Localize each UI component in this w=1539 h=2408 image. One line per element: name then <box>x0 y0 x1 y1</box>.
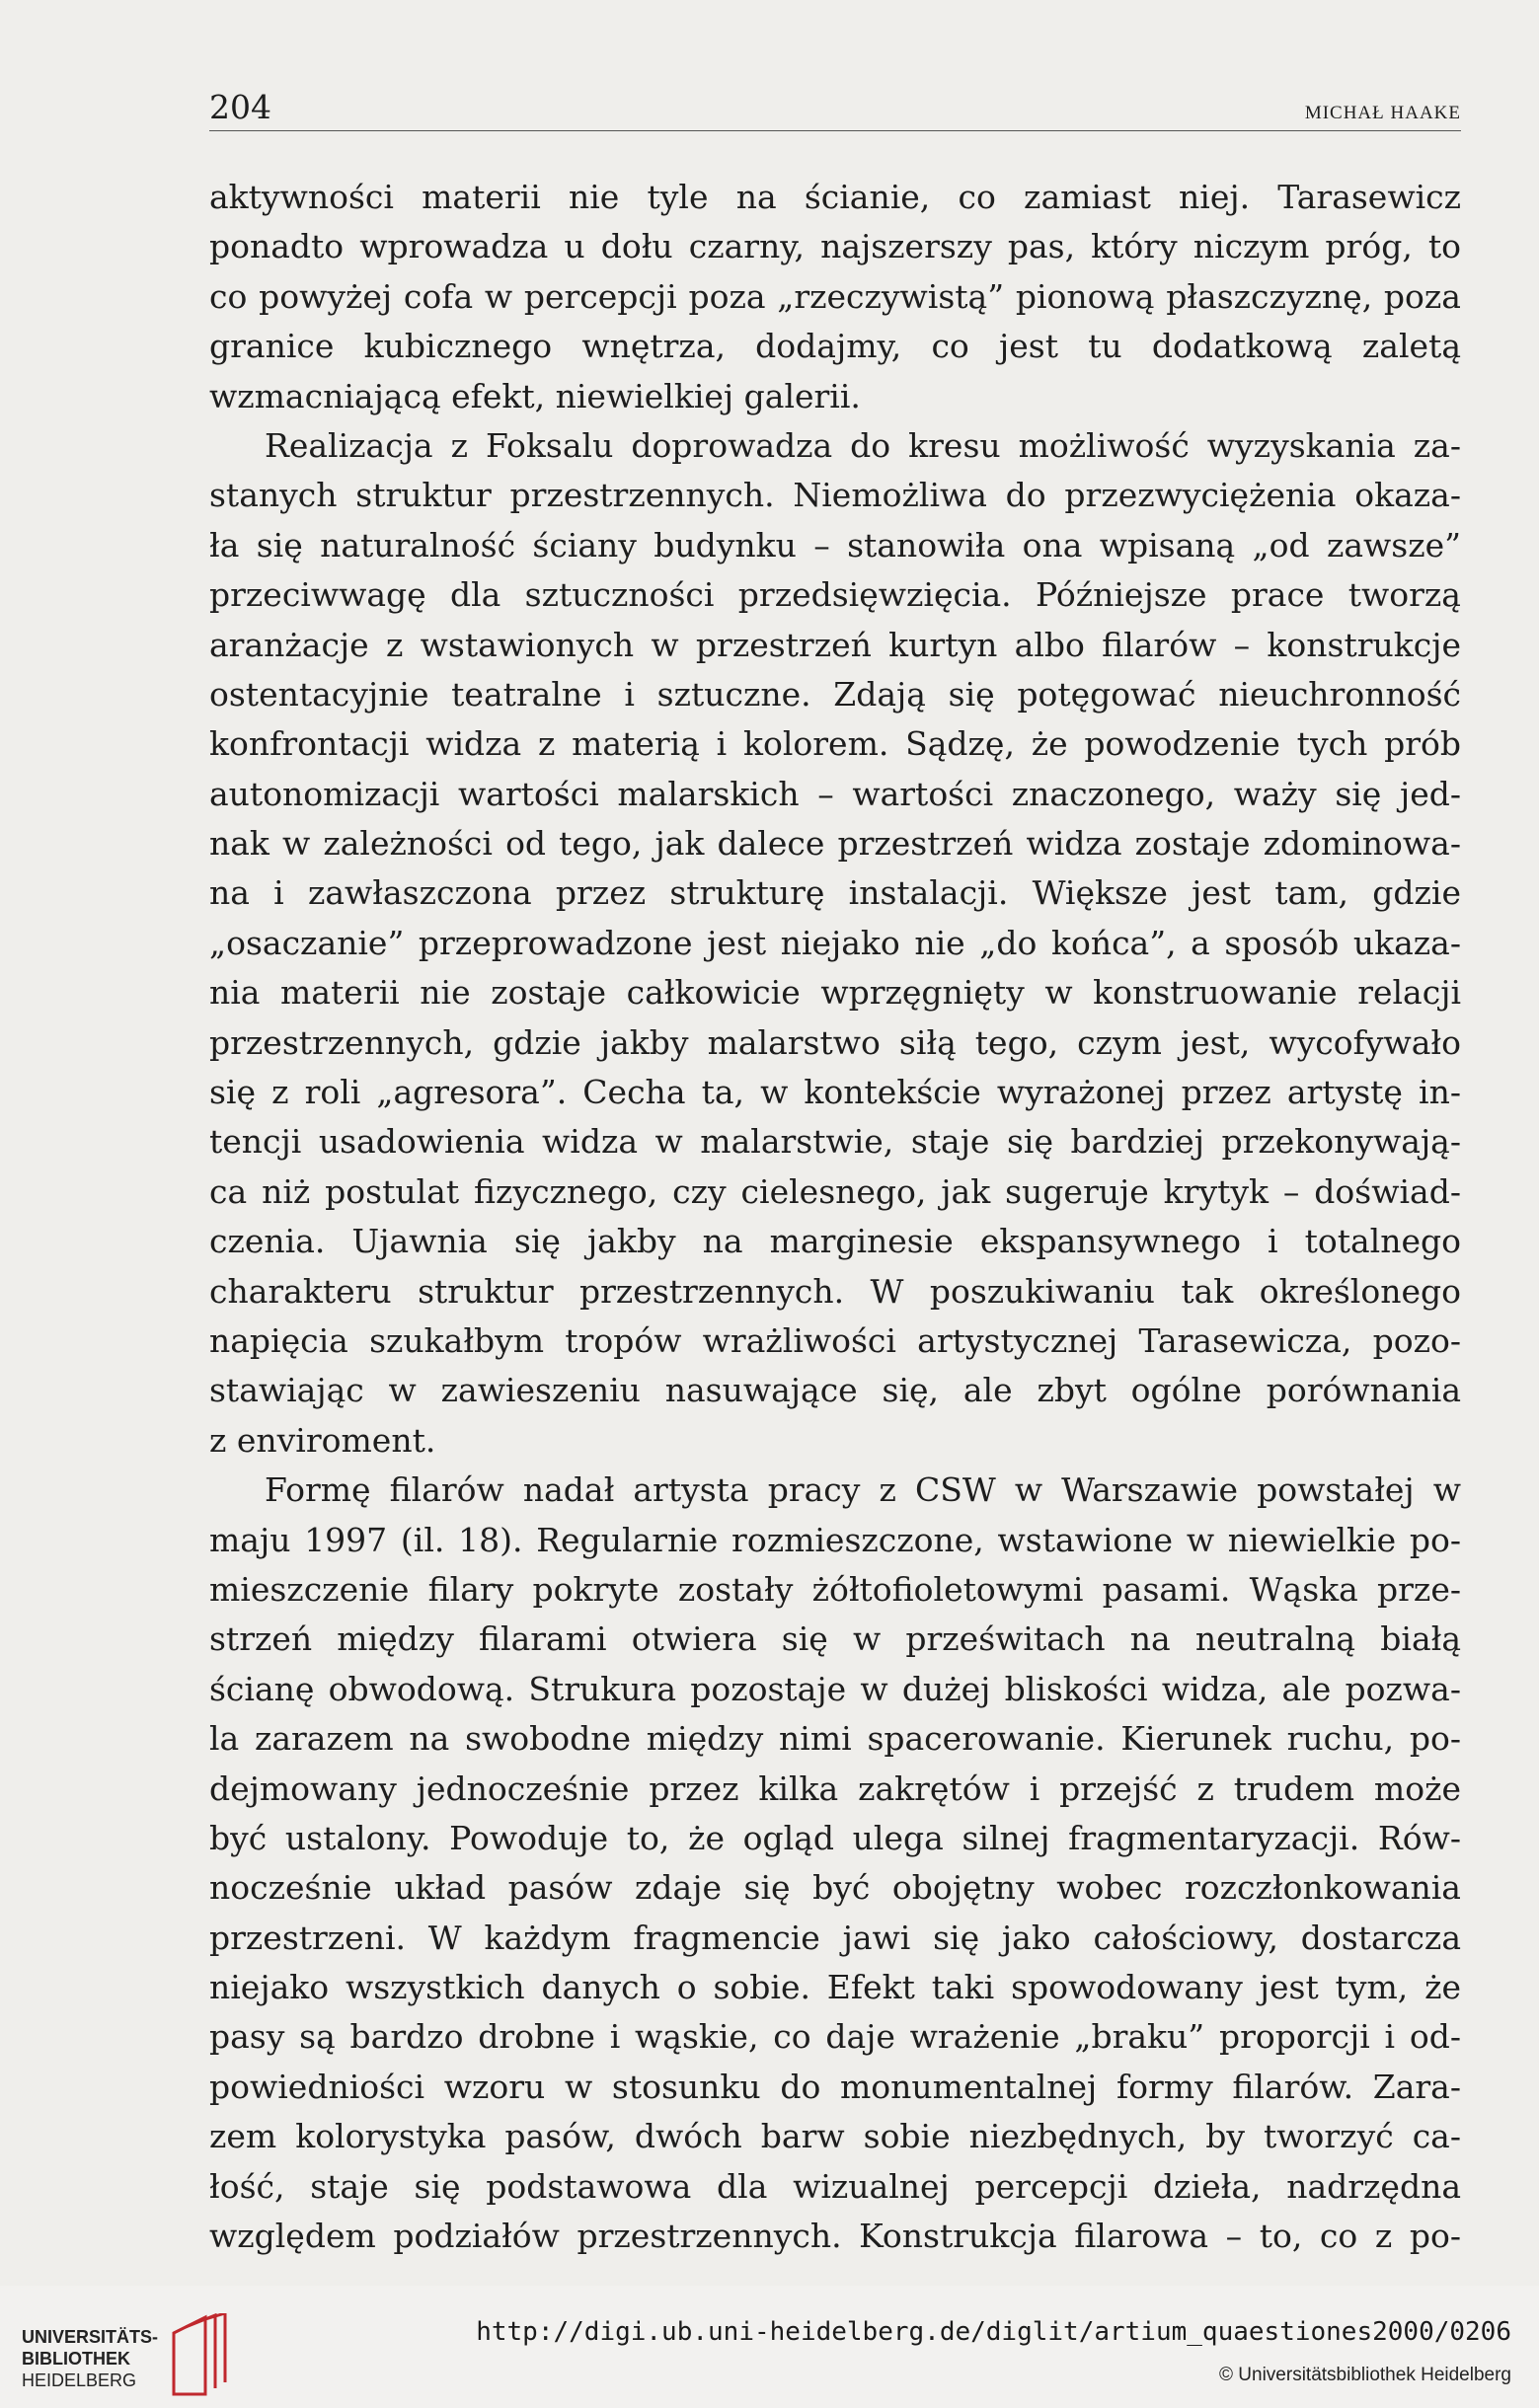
text-line: konfrontacji widza z materią i kolorem. Sądzę, że powodzenie tych prób <box>209 724 1461 764</box>
text-line: autonomizacji wartości malarskich – wartości znaczonego, waży się jed- <box>209 774 1461 813</box>
text-line: ponadto wprowadza u dołu czarny, najszerszy pas, który niczym próg, to <box>209 227 1461 266</box>
text-line: stanych struktur przestrzennych. Niemożliwa do przezwyciężenia okaza- <box>209 476 1461 515</box>
text-line: ła się naturalność ściany budynku – stanowiła ona wpisaną „od zawsze” <box>209 525 1461 564</box>
text-line: przeciwwagę dla sztuczności przedsięwzięcia. Późniejsze prace tworzą <box>209 575 1461 615</box>
text-line: wzmacniającą efekt, niewielkiej galerii. <box>209 376 861 415</box>
text-line: aktywności materii nie tyle na ścianie, co zamiast niej. Tarasewicz <box>209 178 1461 216</box>
text-line: maju 1997 (il. 18). Regularnie rozmieszczone, wstawione w niewielkie po- <box>209 1520 1461 1559</box>
library-name-line1: UNIVERSITÄTS- <box>22 2327 159 2347</box>
text-line: granice kubicznego wnętrza, dodajmy, co jest tu dodatkową zaletą <box>209 327 1461 366</box>
text-line: czenia. Ujawnia się jakby na marginesie ekspansywnego i totalnego <box>209 1222 1461 1261</box>
text-line: ścianę obwodową. Strukura pozostaje w dużej bliskości widza, ale pozwa- <box>209 1669 1461 1708</box>
text-line: la zarazem na swobodne między nimi spacerowanie. Kierunek ruchu, po- <box>209 1719 1461 1759</box>
copyright-notice: © Universitätsbibliothek Heidelberg <box>1219 2365 1511 2385</box>
running-head: MICHAŁ HAAKE <box>1304 103 1461 123</box>
text-line: niejako wszystkich danych o sobie. Efekt taki spowodowany jest tym, że <box>209 1968 1461 2007</box>
text-line: nia materii nie zostaje całkowicie wprzęgnięty w konstruowanie relacji <box>209 973 1461 1013</box>
library-name-line2: BIBLIOTHEK <box>22 2349 130 2369</box>
text-line: aranżacje z wstawionych w przestrzeń kurtyn albo filarów – konstrukcje <box>209 625 1461 664</box>
paragraph-start-line: Realizacja z Foksalu doprowadza do kresu możliwość wyzyskania za- <box>265 425 1461 465</box>
text-line: powiedniości wzoru w stosunku do monumentalnej formy filarów. Zara- <box>209 2067 1461 2106</box>
text-line: ostentacyjnie teatralne i sztuczne. Zdają się potęgować nieuchronność <box>209 674 1461 714</box>
text-line: z enviroment. <box>209 1420 436 1460</box>
page-number: 204 <box>209 88 271 126</box>
page-header <box>209 87 1461 131</box>
text-line: ca niż postulat fizycznego, czy cielesnego, jak sugeruje krytyk – doświad- <box>209 1171 1461 1211</box>
text-line: pasy są bardzo drobne i wąskie, co daje wrażenie „braku” proporcji i od- <box>209 2017 1461 2057</box>
text-line: łość, staje się podstawowa dla wizualnej percepcji dzieła, nadrzędna <box>209 2166 1461 2206</box>
body-text <box>209 173 1461 2261</box>
text-line: względem podziałów przestrzennych. Konstrukcja filarowa – to, co z po- <box>209 2217 1461 2256</box>
text-line: nocześnie układ pasów zdaje się być obojętny wobec rozczłonkowania <box>209 1868 1461 1908</box>
text-line: przestrzeni. W każdym fragmencie jawi się jako całościowy, dostarcza <box>209 1918 1461 1957</box>
text-line: strzeń między filarami otwiera się w prześwitach na neutralną białą <box>209 1619 1461 1659</box>
text-line: zem kolorystyka pasów, dwóch barw sobie niezbędnych, by tworzyć ca- <box>209 2117 1461 2156</box>
text-line: charakteru struktur przestrzennych. W poszukiwaniu tak określonego <box>209 1271 1461 1311</box>
text-line: napięcia szukałbym tropów wrażliwości artystycznej Tarasewicza, pozo- <box>209 1320 1461 1360</box>
text-line: tencji usadowienia widza w malarstwie, staje się bardziej przekonywają- <box>209 1122 1461 1162</box>
digitization-footer <box>0 2286 1539 2408</box>
source-url-link[interactable]: http://digi.ub.uni-heidelberg.de/diglit/artium_quaestiones2000/0206 <box>476 2317 1511 2347</box>
text-line: nak w zależności od tego, jak dalece przestrzeń widza zostaje zdominowa- <box>209 824 1461 864</box>
text-line: się z roli „agresora”. Cecha ta, w kontekście wyrażonej przez artystę in- <box>209 1073 1461 1112</box>
text-line: być ustalony. Powoduje to, że ogląd ulega silnej fragmentaryzacji. Rów- <box>209 1818 1461 1857</box>
text-line: dejmowany jednocześnie przez kilka zakrętów i przejść z trudem może <box>209 1768 1461 1808</box>
text-line: mieszczenie filary pokryte zostały żółtofioletowymi pasami. Wąska prze- <box>209 1569 1461 1609</box>
library-emblem-icon <box>168 2313 231 2398</box>
text-line: co powyżej cofa w percepcji poza „rzeczywistą” pionową płaszczyznę, poza <box>209 276 1461 316</box>
library-name-line3: HEIDELBERG <box>22 2370 137 2390</box>
paragraph-start-line: Formę filarów nadał artysta pracy z CSW w Warszawie powstałej w <box>265 1470 1461 1510</box>
library-logo <box>22 2313 239 2398</box>
text-line: stawiając w zawieszeniu nasuwające się, ale zbyt ogólne porównania <box>209 1371 1461 1410</box>
text-line: „osaczanie” przeprowadzone jest niejako nie „do końca”, a sposób ukaza- <box>209 923 1461 962</box>
text-line: na i zawłaszczona przez strukturę instalacji. Większe jest tam, gdzie <box>209 873 1461 913</box>
text-line: przestrzennych, gdzie jakby malarstwo siłą tego, czym jest, wycofywało <box>209 1022 1461 1062</box>
